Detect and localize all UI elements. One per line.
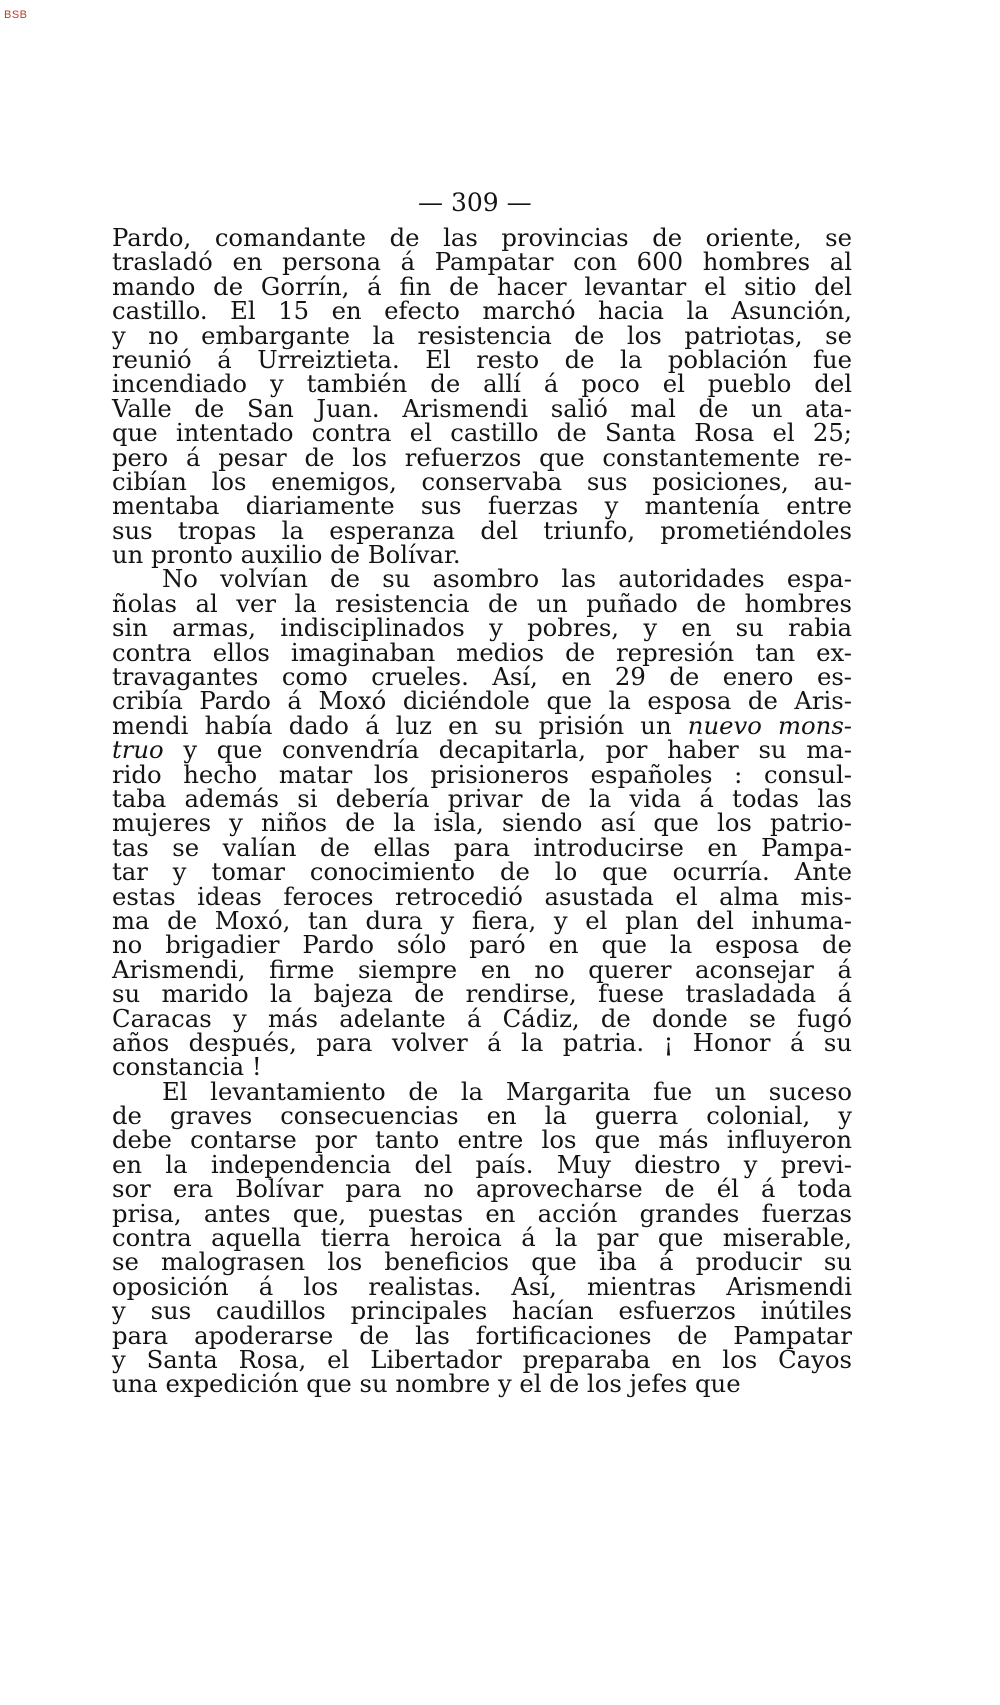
text-line: truo y que convendría decapitarla, por haber su ma-: [112, 735, 852, 765]
text-line: mendi había dado á luz en su prisión un nuevo mons-: [112, 710, 853, 740]
text-line: tar y tomar conocimiento de lo que ocurría. Ante: [112, 857, 852, 887]
text-line: trasladó en persona á Pampatar con 600 hombres al: [112, 247, 852, 277]
text-line: en la independencia del país. Muy diestro y previ-: [112, 1149, 852, 1179]
text-line: oposición á los realistas. Así, mientras Arismendi: [112, 1271, 852, 1301]
text-line: castillo. El 15 en efecto marchó hacia la Asunción,: [112, 296, 852, 326]
library-stamp: BSB: [4, 9, 28, 21]
text-line: sor era Bolívar para no aprovecharse de él á toda: [112, 1174, 852, 1204]
text-line: y sus caudillos principales hacían esfuerzos inútiles: [112, 1296, 852, 1326]
text-line: rido hecho matar los prisioneros españoles : consul-: [112, 759, 852, 789]
text-line: incendiado y también de allí á poco el pueblo del: [112, 369, 852, 399]
text-line: taba además si debería privar de la vida á todas las: [112, 783, 852, 813]
text-line: y no embargante la resistencia de los patriotas, se: [112, 320, 852, 350]
text-line: un pronto auxilio de Bolívar.: [112, 540, 461, 570]
text-line: que intentado contra el castillo de Santa Rosa el 25;: [112, 418, 852, 448]
text-line: sin armas, indisciplinados y pobres, y en su rabia: [112, 613, 852, 643]
text-line: ma de Moxó, tan dura y fiera, y el plan del inhuma-: [112, 905, 852, 935]
text-line: constancia !: [112, 1052, 262, 1082]
text-line: Caracas y más adelante á Cádiz, de donde se fugó: [112, 1003, 852, 1033]
text-line: para apoderarse de las fortificaciones de Pampatar: [112, 1320, 852, 1350]
text-line: mentaba diariamente sus fuerzas y mantenía entre: [112, 491, 852, 521]
page-number: — 309 —: [418, 188, 532, 217]
text-line: cribía Pardo á Moxó diciéndole que la esposa de Aris-: [112, 686, 852, 716]
text-line: Pardo, comandante de las provincias de oriente, se: [112, 223, 852, 252]
text-line: años después, para volver á la patria. ¡ Honor á su: [112, 1027, 852, 1057]
text-line: de graves consecuencias en la guerra colonial, y: [112, 1101, 852, 1131]
text-line: contra ellos imaginaban medios de represión tan ex-: [112, 637, 852, 667]
text-line: ñolas al ver la resistencia de un puñado de hombres: [112, 588, 852, 618]
paragraph: [112, 223, 852, 570]
text-line: estas ideas feroces retrocedió asustada el alma mis-: [112, 881, 852, 911]
text-line: cibían los enemigos, conservaba sus posiciones, au-: [112, 466, 852, 496]
paragraph: [112, 1076, 852, 1399]
text-line: El levantamiento de la Margarita fue un suceso: [162, 1076, 852, 1106]
text-line: se malograsen los beneficios que iba á producir su: [112, 1247, 852, 1277]
text-line: mujeres y niños de la isla, siendo así que los patrio-: [112, 808, 852, 838]
text-line: prisa, antes que, puestas en acción grandes fuerzas: [112, 1198, 852, 1228]
text-line: Arismendi, firme siempre en no querer aconsejar á: [112, 954, 852, 984]
text-body: [112, 223, 853, 1399]
text-line: No volvían de su asombro las autoridades espa-: [162, 564, 852, 594]
text-line: tas se valían de ellas para introducirse en Pampa-: [112, 832, 852, 862]
text-line: sus tropas la esperanza del triunfo, prometiéndoles: [112, 515, 852, 545]
text-line: pero á pesar de los refuerzos que constantemente re-: [112, 442, 852, 472]
text-line: su marido la bajeza de rendirse, fuese trasladada á: [112, 979, 852, 1009]
text-line: contra aquella tierra heroica á la par que miserable,: [112, 1223, 852, 1253]
text-line: mando de Gorrín, á fin de hacer levantar el sitio del: [112, 271, 852, 301]
text-line: reunió á Urreiztieta. El resto de la población fue: [112, 344, 852, 374]
text-line: debe contarse por tanto entre los que más influyeron: [112, 1125, 852, 1155]
text-line: una expedición que su nombre y el de los jefes que: [112, 1369, 741, 1399]
paragraph: [112, 564, 853, 1082]
text-line: y Santa Rosa, el Libertador preparaba en los Cayos: [112, 1344, 852, 1374]
text-line: Valle de San Juan. Arismendi salió mal de un ata-: [112, 393, 852, 423]
text-line: travagantes como crueles. Así, en 29 de enero es-: [112, 662, 852, 692]
text-line: no brigadier Pardo sólo paró en que la esposa de: [112, 930, 852, 960]
